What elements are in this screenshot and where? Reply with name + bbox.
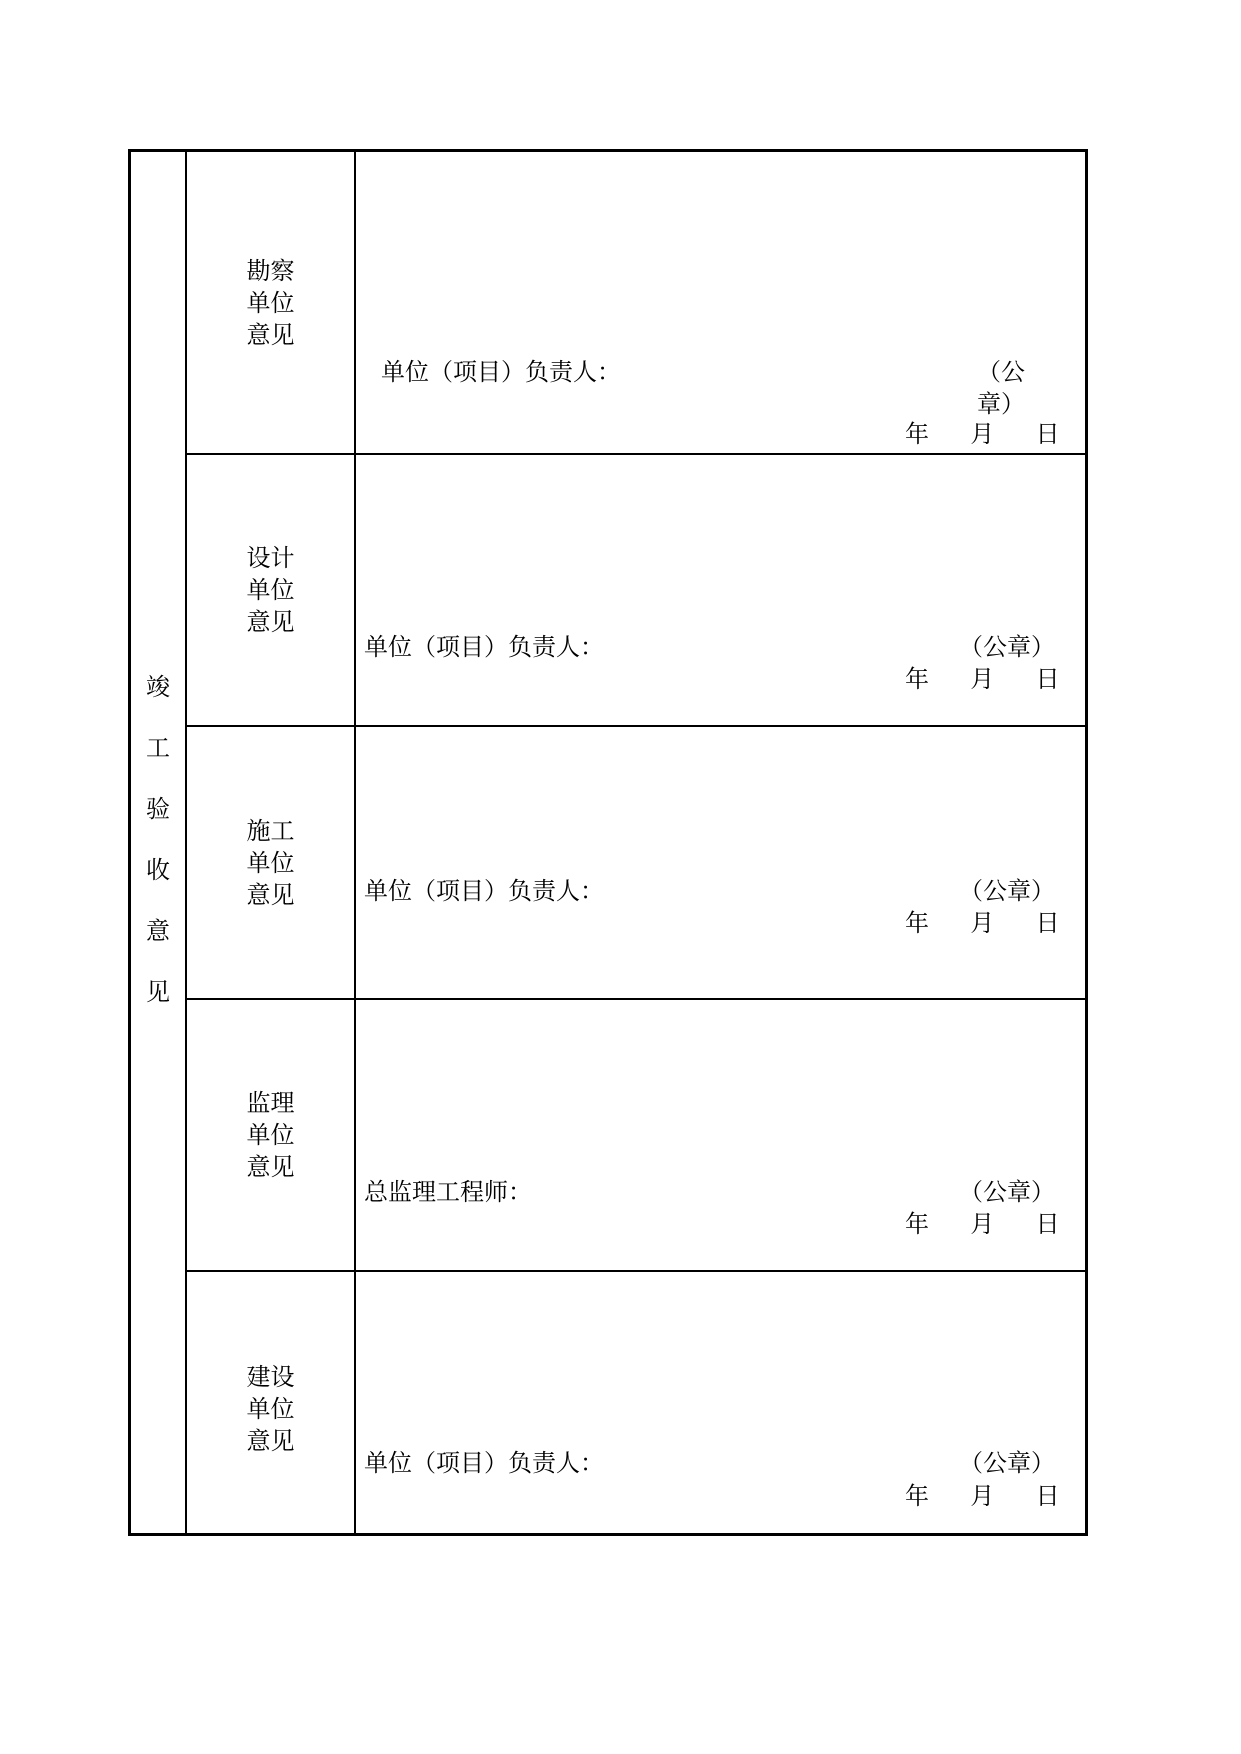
- date-year: 年: [905, 1210, 929, 1238]
- row-construction-unit: [187, 727, 1085, 1000]
- date-year: 年: [905, 1482, 929, 1510]
- acceptance-opinion-form: [128, 149, 1088, 1536]
- date-line: [905, 663, 1060, 695]
- date-line: [905, 418, 1060, 450]
- date-year: 年: [905, 665, 929, 693]
- date-month: 月: [970, 665, 995, 693]
- date-year: 年: [905, 420, 929, 448]
- date-line: [905, 907, 1060, 939]
- row-label-line: 单位: [246, 1395, 295, 1423]
- row-label-line: 意见: [246, 608, 295, 636]
- side-title-char: 验: [146, 795, 170, 823]
- seal-label: （公章）: [959, 1449, 1055, 1477]
- row-label-line: 意见: [246, 1427, 295, 1455]
- seal-label: （公章）: [959, 633, 1055, 661]
- signer-label: 单位（项目）负责人：: [364, 877, 604, 905]
- row-label-line: 单位: [246, 289, 295, 317]
- date-month: 月: [970, 1210, 995, 1238]
- date-day: 日: [1035, 665, 1060, 693]
- row-design-unit: [187, 455, 1085, 727]
- row-label-line: 单位: [246, 576, 295, 604]
- seal-label-line2: 章）: [977, 390, 1025, 418]
- date-day: 日: [1035, 420, 1060, 448]
- row-label-line: 单位: [246, 849, 295, 877]
- row-label-design-unit: [187, 542, 354, 638]
- date-line: [905, 1208, 1060, 1240]
- row-survey-unit: [187, 152, 1085, 455]
- row-label-line: 施工: [246, 817, 295, 845]
- date-line: [905, 1480, 1060, 1512]
- date-day: 日: [1035, 1210, 1060, 1238]
- row-label-line: 单位: [246, 1121, 295, 1149]
- row-label-line: 意见: [246, 881, 295, 909]
- side-title-char: 意: [146, 917, 170, 945]
- seal-label: （公章）: [959, 1178, 1055, 1206]
- signer-label: 单位（项目）负责人：: [364, 1449, 604, 1477]
- row-label-line: 意见: [246, 1153, 295, 1181]
- date-day: 日: [1035, 909, 1060, 937]
- side-title-char: 竣: [146, 673, 170, 701]
- signer-label: 单位（项目）负责人：: [364, 633, 604, 661]
- row-label-supervision-unit: [187, 1087, 354, 1183]
- row-label-line: 建设: [246, 1363, 295, 1391]
- side-title-char: 收: [146, 856, 170, 884]
- seal-label-line1: （公: [977, 358, 1025, 386]
- date-year: 年: [905, 909, 929, 937]
- side-title-char: 工: [146, 734, 170, 762]
- row-label-construction-unit: [187, 815, 354, 911]
- side-title-char: 见: [146, 978, 170, 1006]
- date-month: 月: [970, 1482, 995, 1510]
- signer-label: 单位（项目）负责人：: [381, 358, 621, 386]
- signer-label: 总监理工程师：: [364, 1178, 532, 1206]
- row-label-survey-unit: [187, 255, 354, 351]
- side-title-completion-acceptance: [131, 152, 185, 1533]
- row-label-line: 监理: [246, 1089, 295, 1117]
- row-label-line: 意见: [246, 321, 295, 349]
- seal-label: （公章）: [959, 877, 1055, 905]
- date-month: 月: [970, 420, 995, 448]
- date-day: 日: [1035, 1482, 1060, 1510]
- date-month: 月: [970, 909, 995, 937]
- row-label-line: 勘察: [246, 257, 295, 285]
- row-supervision-unit: [187, 1000, 1085, 1272]
- row-label-owner-unit: [187, 1361, 354, 1457]
- row-label-line: 设计: [246, 544, 295, 572]
- row-owner-unit: [187, 1272, 1085, 1533]
